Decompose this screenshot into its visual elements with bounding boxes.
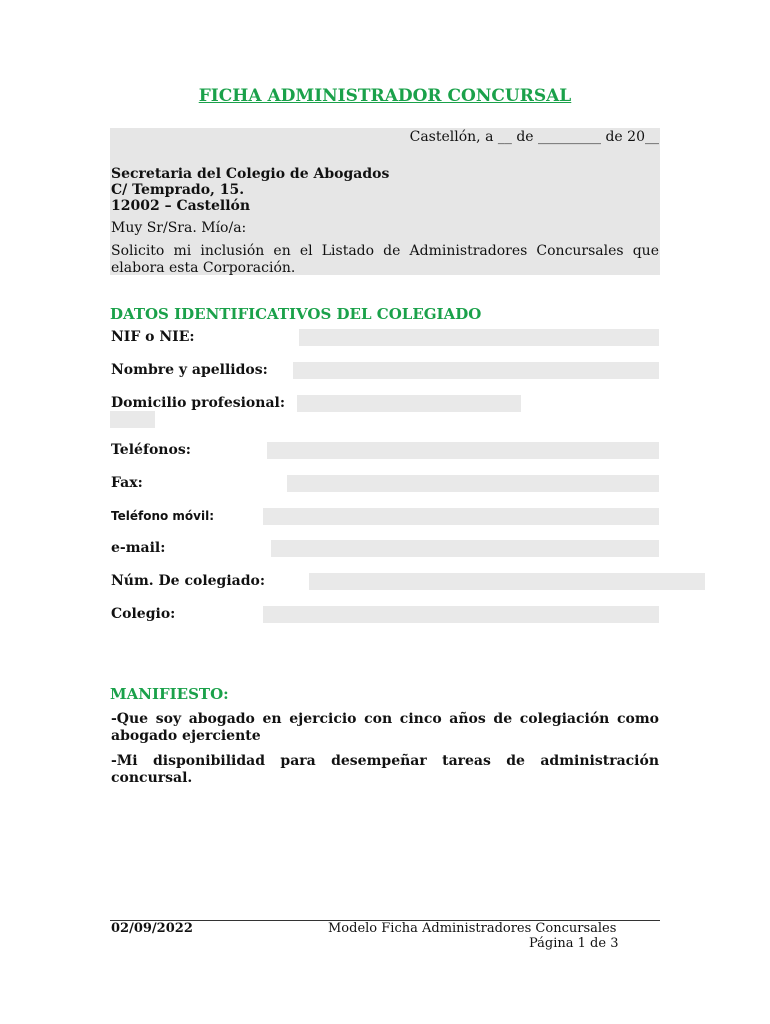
- movil-label: Teléfono móvil:: [111, 509, 215, 523]
- domicilio-field-continued[interactable]: [110, 411, 155, 428]
- document-title: FICHA ADMINISTRADOR CONCURSAL: [198, 86, 572, 106]
- telefonos-label: Teléfonos:: [111, 442, 191, 458]
- datos-heading: DATOS IDENTIFICATIVOS DEL COLEGIADO: [110, 305, 482, 323]
- colegiado-label: Núm. De colegiado:: [111, 573, 266, 589]
- email-label: e-mail:: [111, 540, 166, 556]
- manifiesto-item: -Mi disponibilidad para desempeñar tareas de administración concursal.: [111, 753, 659, 786]
- movil-field[interactable]: [263, 508, 659, 525]
- recipient-address: [111, 166, 389, 214]
- telefonos-field[interactable]: [267, 442, 659, 459]
- nombre-field[interactable]: [293, 362, 659, 379]
- nombre-label: Nombre y apellidos:: [111, 362, 268, 378]
- colegio-field[interactable]: [263, 606, 659, 623]
- footer-model: Modelo Ficha Administradores Concursales: [328, 921, 617, 936]
- date-line: Castellón, a __ de _________ de 20__: [409, 129, 659, 145]
- recipient-line: 12002 – Castellón: [111, 198, 251, 214]
- colegio-label: Colegio:: [111, 606, 176, 622]
- email-field[interactable]: [271, 540, 659, 557]
- manifiesto-item: -Que soy abogado en ejercicio con cinco años de colegiación como abogado ejerciente: [111, 711, 659, 744]
- fax-field[interactable]: [287, 475, 659, 492]
- greeting: Muy Sr/Sra. Mío/a:: [111, 220, 247, 236]
- recipient-line: Secretaria del Colegio de Abogados: [111, 166, 390, 182]
- footer-date: 02/09/2022: [111, 921, 193, 936]
- nif-label: NIF o NIE:: [111, 329, 195, 345]
- domicilio-field[interactable]: [297, 395, 521, 412]
- fax-label: Fax:: [111, 475, 143, 491]
- nif-field[interactable]: [299, 329, 659, 346]
- manifiesto-heading: MANIFIESTO:: [110, 685, 229, 703]
- domicilio-label: Domicilio profesional:: [111, 395, 286, 411]
- recipient-line: C/ Temprado, 15.: [111, 182, 245, 198]
- colegiado-field[interactable]: [309, 573, 705, 590]
- request-text: Solicito mi inclusión en el Listado de Administradores Concursales que elabora esta Corporación.: [111, 243, 659, 276]
- footer-page-number: Página 1 de 3: [529, 936, 619, 951]
